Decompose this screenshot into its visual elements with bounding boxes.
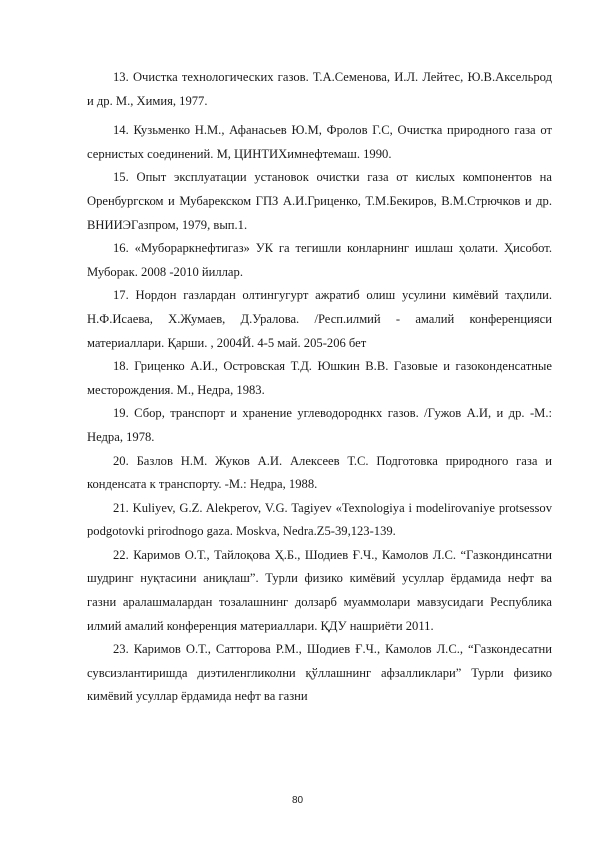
reference-item-19 <box>87 402 552 449</box>
reference-text: Сбор, транспорт и хранение углеводороднкх газов. /Гужов А.И, и др. -М.: Недра, 1978. <box>87 406 552 444</box>
reference-item-21 <box>87 497 552 544</box>
reference-text: Гриценко А.И., Островская Т.Д. Юшкин В.В. Газовые и газоконденсатные месторождения. М., Недра, 1983. <box>87 359 552 397</box>
page-number: 80 <box>291 795 304 806</box>
reference-list <box>87 66 552 709</box>
reference-number: 14. <box>113 123 129 138</box>
reference-text: Очистка технологических газов. Т.А.Семенова, И.Л. Лейтес, Ю.В.Аксельрод и др. М., Химия, 1977. <box>87 70 552 108</box>
reference-number: 13. <box>113 70 129 84</box>
reference-item-15 <box>87 166 552 237</box>
reference-number: 16. <box>113 241 129 256</box>
reference-number: 21. <box>113 500 129 515</box>
reference-number: 23. <box>113 642 129 657</box>
reference-item-13 <box>87 66 552 113</box>
reference-item-17 <box>87 284 552 355</box>
reference-text: Базлов Н.М. Жуков А.И. Алексеев Т.С. Подготовка природного газа и конденсата к транспорту. -М.: Недра, 1988. <box>87 453 552 492</box>
reference-number: 20. <box>113 453 129 468</box>
reference-item-20 <box>87 450 552 497</box>
reference-number: 18. <box>113 359 129 374</box>
reference-item-18 <box>87 355 552 402</box>
reference-text: Опыт эксплуатации установок очистки газа от кислых компонентов на Оренбургском и Мубарекском ГПЗ А.И.Гриценко, Т.М.Бекиров, В.М.Стрючков и др. ВНИИЭГазпром, 1979, вып.1. <box>87 170 552 232</box>
reference-text: Кузьменко Н.М., Афанасьев Ю.М, Фролов Г.С, Очистка природного газа от сернистых соединений. М, ЦИНТИХимнефтемаш. 1990. <box>87 123 552 161</box>
reference-text: Нордон газлардан олтингугурт ажратиб олиш усулини кимёвий таҳлили. Н.Ф.Исаева, Х.Жумаев, Д.Уралова. /Респ.илмий - амалий конференцияси материаллари. Қарши. , 2004Й. 4-5 май. 205-206 бет <box>87 288 552 350</box>
reference-text: «Мубораркнефтигаз» УК га тегишли конларнинг ишлаш ҳолати. Ҳисобот. Муборак. 2008 -2010 йиллар. <box>87 241 552 279</box>
reference-text: Kuliyev, G.Z. Alekperov, V.G. Tagiyev «Texnologiya i modelirovaniye protsessov podgotovki prirodnogo gaza. Moskva, Nedra.Z5-39,123-139. <box>87 500 553 539</box>
reference-item-22 <box>87 544 552 638</box>
reference-number: 19. <box>113 406 129 421</box>
reference-number: 17. <box>113 288 129 303</box>
reference-item-14 <box>87 119 552 166</box>
reference-number: 22. <box>113 547 129 562</box>
reference-item-23 <box>87 638 552 709</box>
reference-text: Каримов О.Т., Тайлоқова Ҳ.Б., Шодиев Ғ.Ч., Камолов Л.С. “Газкондинсатни шудринг нуқтасини аниқлаш”. Турли физико кимёвий усуллар ёрдамида нефт ва газни аралашмалардан тозалашнинг долзарб муаммолари мавзусидаги Республика илмий амалий конференция материаллари. ҚДУ нашриёти 2011. <box>87 547 552 633</box>
reference-text: Каримов О.Т., Сатторова Р.М., Шодиев Ғ.Ч., Камолов Л.С., “Газкондесатни сувсизлантиришда диэтиленгликолни қўллашнинг афзалликлари” Турли физико кимёвий усуллар ёрдамида нефт ва газни <box>87 642 552 704</box>
reference-number: 15. <box>113 170 129 185</box>
reference-item-16 <box>87 237 552 284</box>
